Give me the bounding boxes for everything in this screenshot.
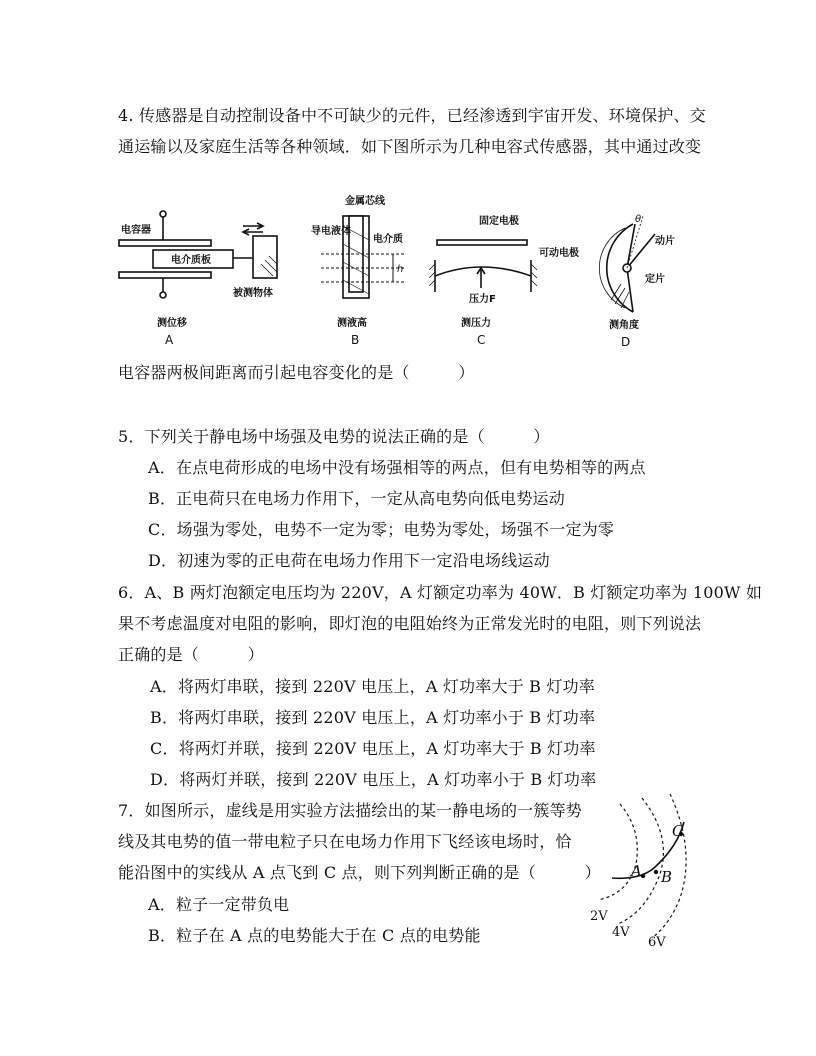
sensor-d-moving-label: 动片: [655, 236, 675, 247]
q5-option-d: D．初速为零的正电荷在电场力作用下一定沿电场线运动: [148, 551, 550, 570]
q7-line-3: 能沿图中的实线从 A 点飞到 C 点，则下列判断正确的是（ ）: [118, 863, 601, 882]
q5-option-c: C．场强为零处，电势不一定为零；电势为零处，场强不一定为零: [148, 520, 615, 539]
equipotential-2v: [598, 804, 637, 900]
q6-option-c: C．将两灯并联，接到 220V 电压上，A 灯功率大于 B 灯功率: [150, 739, 596, 758]
equipotential-4v: [618, 798, 663, 924]
sensor-b-letter: B: [351, 333, 360, 347]
point-c-label: C: [672, 822, 684, 840]
potential-6v-label: 6V: [648, 935, 666, 950]
sensor-b-liquid-label: 导电液体: [311, 226, 351, 237]
q5-option-a: A．在点电荷形成的电场中没有场强相等的两点，但有电势相等的两点: [148, 458, 646, 477]
sensor-a-dielectric-label: 电介质板: [171, 255, 211, 266]
sensor-d-fixed-label: 定片: [645, 274, 665, 285]
q4-line-1: 4. 传感器是自动控制设备中不可缺少的元件，已经渗透到宇宙开发、环境保护、交: [118, 106, 706, 125]
sensor-d-letter: D: [621, 335, 631, 349]
q6-line-1: 6．A、B 两灯泡额定电压均为 220V，A 灯额定功率为 40W．B 灯额定功率为 100W 如: [118, 583, 763, 602]
q7-field-diagram: [580, 790, 700, 950]
q6-line-3: 正确的是（ ）: [118, 645, 264, 664]
sensor-c-pressure-label: 压力F: [469, 294, 496, 305]
point-b: [654, 870, 658, 874]
q6-option-d: D．将两灯并联，接到 220V 电压上，A 灯功率小于 B 灯功率: [150, 770, 597, 789]
q5-option-b: B．正电荷只在电场力作用下，一定从高电势向低电势运动: [148, 489, 565, 508]
sensor-a-object-label: 被测物体: [233, 288, 273, 299]
potential-4v-label: 4V: [612, 925, 630, 940]
potential-2v-label: 2V: [590, 909, 608, 924]
q7-line-1: 7．如图所示，虚线是用实验方法描绘出的某一静电场的一簇等势: [118, 801, 582, 820]
q6-option-b: B．将两灯串联，接到 220V 电压上，A 灯功率小于 B 灯功率: [150, 708, 596, 727]
q7-option-b: B．粒子在 A 点的电势能大于在 C 点的电势能: [148, 926, 481, 945]
sensor-c-caption: 测压力: [461, 318, 491, 329]
sensor-a: [119, 211, 277, 347]
sensor-d: [599, 214, 675, 349]
q6-option-a: A．将两灯串联，接到 220V 电压上，A 灯功率大于 B 灯功率: [150, 677, 595, 696]
sensor-d-theta-label: θ: [635, 214, 642, 225]
sensor-b: [311, 194, 405, 347]
sensor-a-caption: 测位移: [157, 318, 187, 329]
point-a-label: A: [631, 862, 642, 880]
q7-option-a: A．粒子一定带负电: [148, 895, 290, 914]
sensor-b-dielectric-label: 电介质: [373, 234, 403, 245]
q5-stem: 5．下列关于静电场中场强及电势的说法正确的是（ ）: [118, 427, 550, 446]
sensor-c-fixed-label: 固定电极: [479, 216, 519, 227]
sensor-b-wire-label: 金属芯线: [345, 196, 385, 207]
q4-line-3: 电容器两极间距离而引起电容变化的是（ ）: [118, 363, 475, 382]
q4-line-2: 通运输以及家庭生活等各种领域．如下图所示为几种电容式传感器，其中通过改变: [118, 137, 702, 156]
point-b-label: B: [661, 868, 673, 886]
q7-equipotential-figure: [580, 790, 700, 950]
q6-line-2: 果不考虑温度对电阻的影响，即灯泡的电阻始终为正常发光时的电阻，则下列说法: [118, 614, 702, 633]
sensor-c: [429, 214, 579, 347]
sensor-b-h-label: h: [397, 264, 404, 275]
q4-sensor-figure: [115, 188, 687, 360]
sensor-a-capacitor-label: 电容器: [121, 225, 151, 236]
sensor-b-caption: 测液高: [337, 318, 367, 329]
q4-sensor-diagram: [115, 188, 687, 360]
q7-line-2: 线及其电势的值一带电粒子只在电场力作用下飞经该电场时，恰: [118, 832, 572, 851]
sensor-c-movable-label: 可动电极: [539, 248, 579, 259]
sensor-a-letter: A: [165, 333, 174, 347]
sensor-c-letter: C: [477, 333, 486, 347]
sensor-d-caption: 测角度: [609, 320, 639, 331]
